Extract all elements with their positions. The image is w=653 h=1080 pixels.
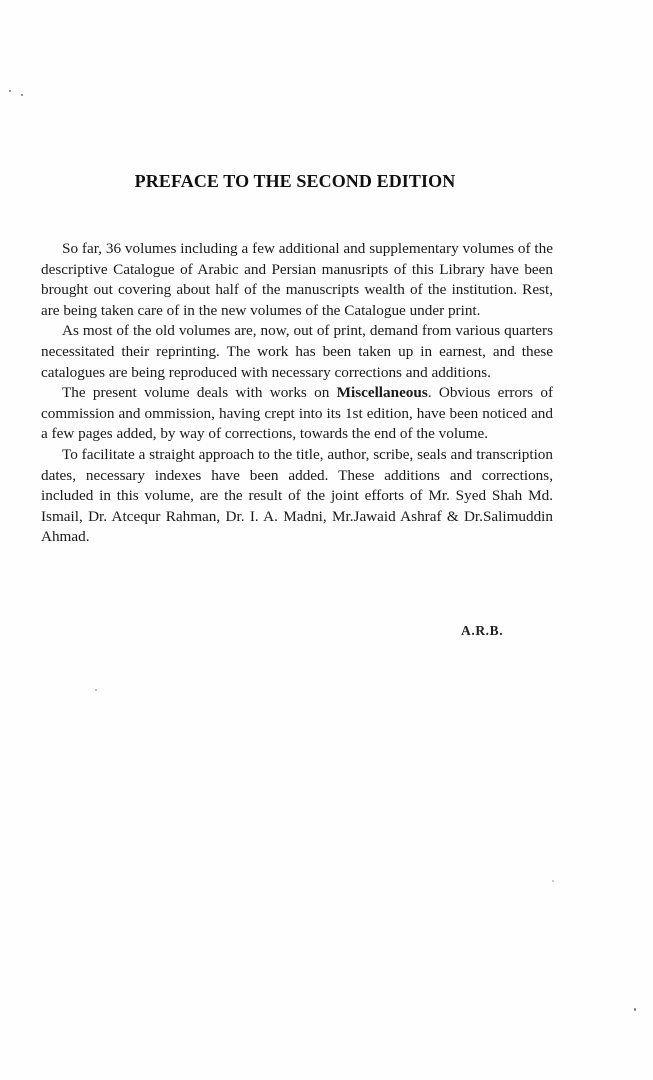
paragraph-3-text-after: . Obvious errors of commission and ommission, having crept into its 1st edition, have been noticed and a few pages added, by way of corrections, towards the end of the volume. [41,384,553,443]
author-initials: A.R.B. [461,623,504,638]
paragraph-3 [41,383,553,445]
scan-speck [552,880,554,882]
scan-speck [9,90,11,92]
paragraph-2: As most of the old volumes are, now, out of print, demand from various quarters necessitated their reprinting. The work has been taken up in earnest, and these catalogues are being reproduced with necessary corrections and additions. [41,322,553,381]
page-title: PREFACE TO THE SECOND EDITION [134,171,456,191]
scan-speck [634,1008,636,1011]
preface-body [41,239,553,548]
scan-speck [21,94,23,96]
scan-speck [95,689,97,691]
paragraph-1: So far, 36 volumes including a few additional and supplementary volumes of the descriptive Catalogue of Arabic and Persian manusripts of this Library have been brought out covering about half of the manuscripts wealth of the institution. Rest, are being taken care of in the new volumes of the Catalogue under print. [41,240,553,319]
paragraph-3-text-before: The present volume deals with works on [62,384,337,402]
paragraph-3-bold-term: Miscellaneous [336,384,428,402]
paragraph-4: To facilitate a straight approach to the title, author, scribe, seals and transcription dates, necessary indexes have been added. These additions and corrections, included in this volume, are the result of the joint efforts of Mr. Syed Shah Md. Ismail, Dr. Atcequr Rahman, Dr. I. A. Madni, Mr.Jawaid Ashraf & Dr.Salimuddin Ahmad. [41,445,553,546]
